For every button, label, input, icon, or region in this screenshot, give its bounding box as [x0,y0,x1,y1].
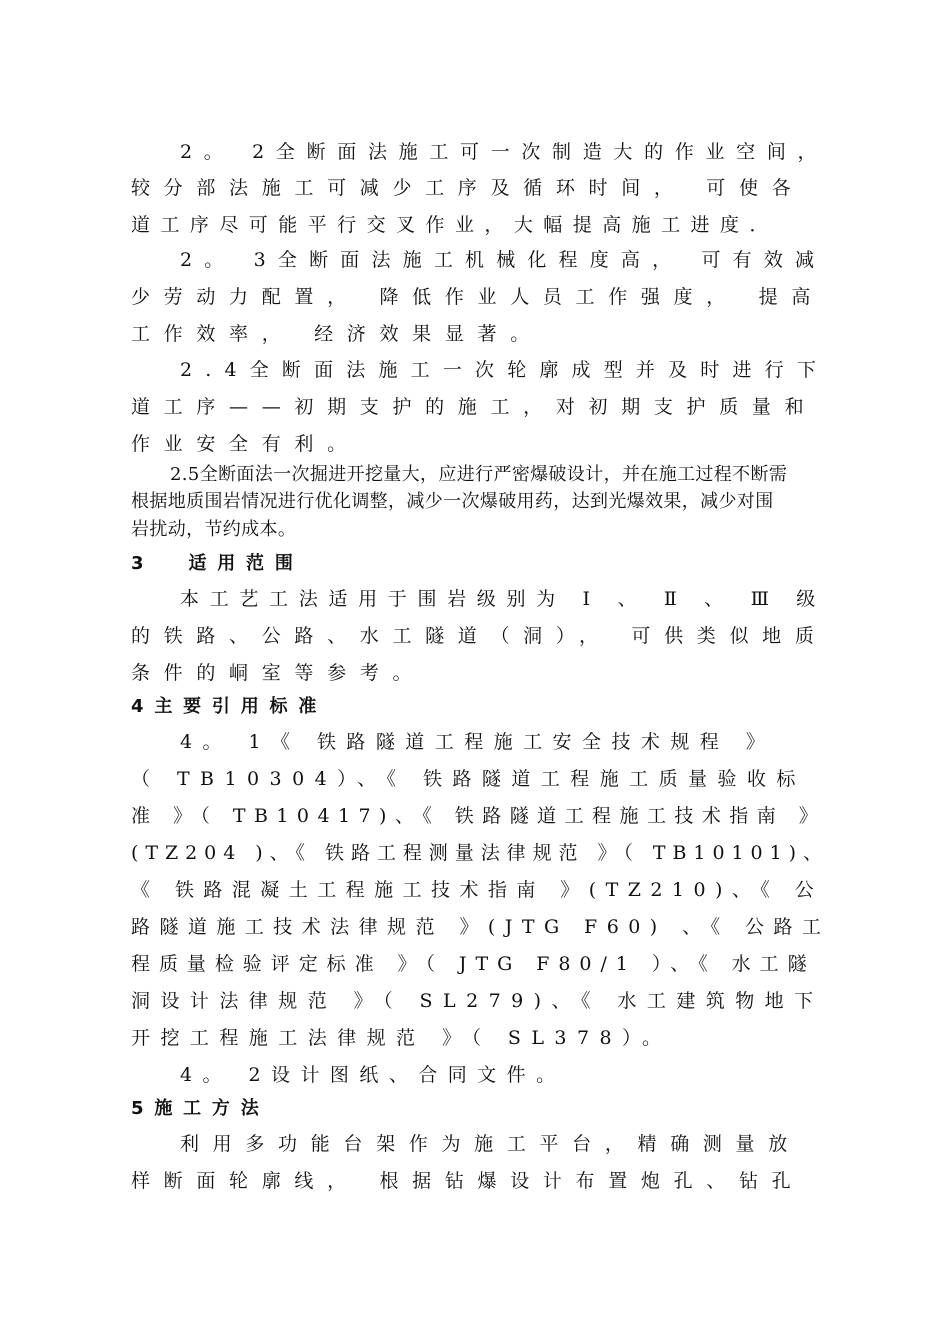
paragraph-2-2-line-2: 较分部法施工可减少工序及循环时间， 可使各 [131,177,805,199]
section-3-line-1: 本工艺工法适用于围岩级别为 Ⅰ 、 Ⅱ 、 Ⅲ 级 [180,588,826,610]
section-3-heading: 3 适用范围 [131,553,304,574]
section-4-2-line-1: 4。 2设计图纸、合同文件。 [180,1064,566,1086]
section-4-1-line-9: 开挖工程施工法律规范 》（ SL378）。 [131,1027,672,1049]
section-4-heading: 4主要引用标准 [131,696,328,717]
section-5-heading: 5施工方法 [131,1098,270,1119]
section-3-line-2: 的铁路、公路、水工隧道（洞）， 可供类似地质 [131,625,828,647]
section-5-line-1: 利用多功能台架作为施工平台，精确测量放 [180,1133,801,1155]
paragraph-2-2-line-3: 道工序尽可能平行交叉作业，大幅提高施工进度． [131,214,779,236]
paragraph-2-3-line-1: 2。 3全断面法施工机械化程度高， 可有效减 [180,249,827,271]
paragraph-2-5-line-2: 根据地质围岩情况进行优化调整，减少一次爆破用药，达到光爆效果，减少对围 [131,491,774,512]
section-4-1-line-8: 洞设计法律规范 》（ SL279)、《 水工建筑物地下 [131,990,824,1012]
section-3-line-3: 条件的峒室等参考。 [131,662,426,684]
paragraph-2-4-line-2: 道工序——初期支护的施工，对初期支护质量和 [131,396,818,418]
section-4-1-line-5: 《 铁路混凝土工程施工技术指南 》(TZ210)、《 公 [131,879,824,901]
paragraph-2-3-line-2: 少劳动力配置， 降低作业人员工作强度， 提高 [131,286,825,308]
section-4-1-line-1: 4。 1《 铁路隧道工程施工安全技术规程 》 [180,731,776,753]
paragraph-2-4-line-1: 2.4全断面法施工一次轮廓成型并及时进行下 [180,359,829,381]
paragraph-2-2-line-1: 2。 2全断面法施工可一次制造大的作业空间， [180,141,829,163]
paragraph-2-5-line-3: 岩扰动，节约成本。 [131,519,297,540]
section-4-1-line-3: 准 》（ TB10417)、《 铁路隧道工程施工技术指南 》 [131,805,827,827]
paragraph-2-4-line-3: 作业安全有利。 [131,433,360,455]
paragraph-2-5-line-1: 2.5全断面法一次掘进开挖量大，应进行严密爆破设计，并在施工过程不断需 [170,464,788,485]
section-4-1-line-4: (TZ204 )、《 铁路工程测量法律规范 》（ TB10101)、 [131,842,829,864]
section-4-1-line-7: 程质量检验评定标准 》（ JTG F80/1 ）、《 水工隧 [131,953,816,975]
section-4-1-line-6: 路隧道施工技术法律规范 》(JTG F60) 、《 公路工 [131,916,831,938]
section-5-line-2: 样断面轮廓线， 根据钻爆设计布置炮孔、钻孔 [131,1170,805,1192]
paragraph-2-3-line-3: 工作效率， 经济效果显著。 [131,323,543,345]
section-4-1-line-2: （ TB10304）、《 铁路隧道工程施工质量验收标 [131,768,806,790]
